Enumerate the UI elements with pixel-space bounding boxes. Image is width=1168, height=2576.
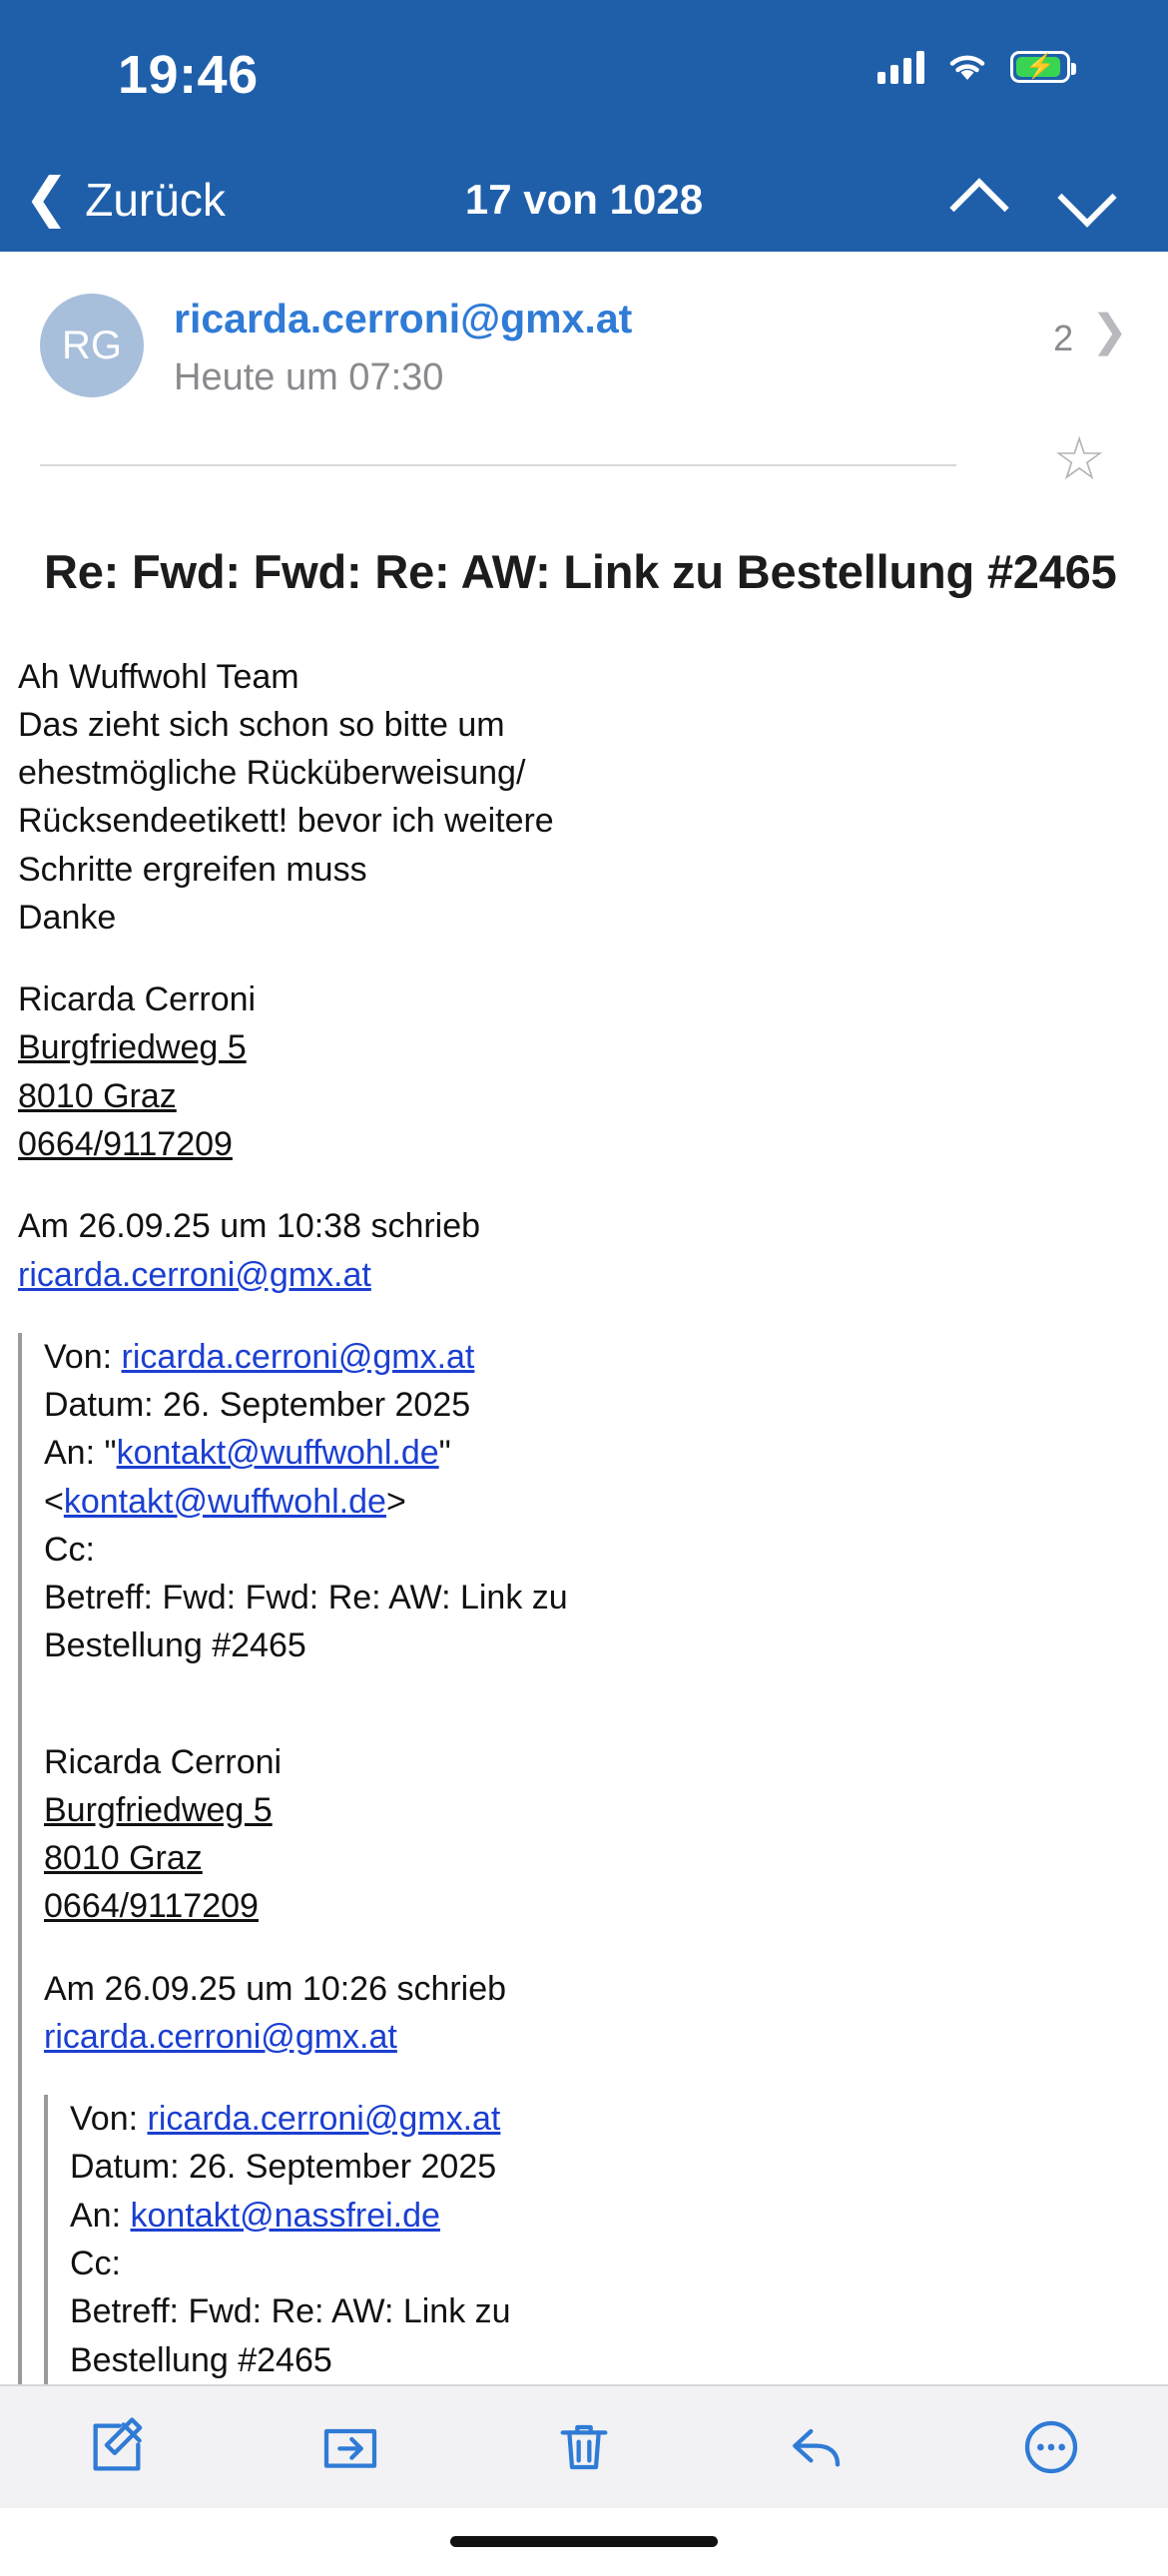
quote1-to-link-2[interactable]: kontakt@wuffwohl.de	[63, 1482, 386, 1521]
quote2-date-label: Datum:	[70, 2148, 180, 2187]
body-line: Ah Wuffwohl Team	[18, 657, 299, 696]
quote1-date-label: Datum:	[44, 1386, 154, 1425]
body-line: Das zieht sich schon so bitte um	[18, 705, 505, 744]
back-button-label: Zurück	[85, 174, 226, 226]
quote1-quote-intro-link[interactable]: ricarda.cerroni@gmx.at	[44, 2017, 397, 2056]
quote1-quote-intro: Am 26.09.25 um 10:26 schrieb	[44, 1969, 507, 2008]
chevron-down-icon[interactable]	[1060, 183, 1112, 217]
status-indicators	[877, 50, 1070, 84]
quote1-from-label: Von:	[44, 1337, 113, 1376]
quote1-signature-phone: 0664/9117209	[44, 1887, 259, 1926]
reply-icon[interactable]	[763, 2403, 873, 2491]
avatar: RG	[40, 294, 144, 397]
quote2-from-label: Von:	[70, 2100, 139, 2139]
message-header	[0, 252, 1168, 399]
move-to-folder-icon[interactable]	[295, 2403, 405, 2491]
compose-icon[interactable]	[62, 2403, 172, 2491]
quote1-to-label: An:	[44, 1434, 96, 1473]
quote2-subject-line2: Bestellung #2465	[70, 2340, 332, 2379]
message-toolbar	[0, 2384, 1168, 2508]
chevron-left-icon: ❮	[24, 168, 70, 228]
status-bar	[0, 0, 1168, 148]
body-line: ehestmögliche Rücküberweisung/	[18, 754, 526, 793]
quote1-date-value: 26. September 2025	[163, 1386, 471, 1425]
navigation-bar	[0, 148, 1168, 252]
quote-intro: Am 26.09.25 um 10:38 schrieb	[18, 1207, 481, 1246]
quote2-subject-label: Betreff:	[70, 2292, 179, 2331]
quote1-signature-city: 8010 Graz	[44, 1839, 203, 1878]
quote2-cc-label: Cc:	[70, 2245, 121, 2283]
body-line: Danke	[18, 898, 117, 937]
quote1-to-link[interactable]: kontakt@wuffwohl.de	[116, 1434, 439, 1473]
message-content[interactable]	[0, 252, 1168, 2384]
chevron-right-icon[interactable]: ❯	[1091, 307, 1128, 355]
message-subject: Re: Fwd: Fwd: Re: AW: Link zu Bestellung #2465	[44, 545, 1117, 599]
flag-star-icon[interactable]: ☆	[1052, 425, 1106, 493]
home-indicator-area	[0, 2508, 1168, 2576]
quote2-to-label: An:	[70, 2196, 122, 2235]
battery-charging-icon: ⚡	[1010, 51, 1070, 83]
quote1-cc-label: Cc:	[44, 1530, 95, 1569]
quote1-signature-name: Ricarda Cerroni	[44, 1742, 283, 1781]
signature-phone: 0664/9117209	[18, 1124, 233, 1163]
home-indicator[interactable]	[450, 2536, 718, 2547]
more-icon[interactable]	[996, 2403, 1106, 2491]
chevron-up-icon[interactable]	[952, 183, 1004, 217]
signature-city: 8010 Graz	[18, 1076, 177, 1115]
cellular-signal-icon	[877, 50, 924, 84]
sender-block	[174, 294, 1053, 399]
message-date: Heute um 07:30	[174, 356, 444, 399]
quote1-subject-line1: Fwd: Fwd: Re: AW: Link zu	[162, 1579, 568, 1617]
signature-name: Ricarda Cerroni	[18, 980, 257, 1019]
quote1-to-angle-open: <	[44, 1482, 64, 1521]
quote1-subject-label: Betreff:	[44, 1579, 153, 1617]
quote-intro-email-link[interactable]: ricarda.cerroni@gmx.at	[18, 1255, 371, 1294]
sender-address[interactable]: ricarda.cerroni@gmx.at	[174, 296, 633, 341]
quote2-subject-line1: Fwd: Re: AW: Link zu	[188, 2292, 511, 2331]
quoted-message-level-2	[44, 2095, 1150, 2384]
quoted-message-level-1: Von: ricarda.cerroni@gmx.at Datum: 26. September 2025 An: "kontakt@wuffwohl.de" <kontakt@wuffwohl.de> Cc: Betreff: Fwd: Fwd: Re: AW: Link zu Bestellung #2465 Ricarda Cerroni Burgfriedweg 5 8010 Graz 0664/9117209 Am 26.09.25 um 10:26 schrieb ricarda.cerroni@gmx.at Von: ricarda.cerroni@gmx.at Datum: 26. September 2025 An: kontakt@nassfrei.de Cc: Betreff: Fwd: Re: AW: Link zu Bestellung #2465	[18, 1333, 1150, 2384]
wifi-icon	[946, 50, 988, 84]
quote1-signature-street: Burgfriedweg 5	[44, 1790, 273, 1829]
quote2-date-value: 26. September 2025	[189, 2148, 497, 2187]
body-line: Rücksendeetikett! bevor ich weitere	[18, 802, 554, 841]
quote1-to-quoted: "	[104, 1434, 117, 1473]
quote2-from-link[interactable]: ricarda.cerroni@gmx.at	[147, 2100, 501, 2139]
header-divider-row	[0, 425, 1168, 495]
signature-street: Burgfriedweg 5	[18, 1028, 247, 1067]
divider	[40, 464, 956, 466]
quote1-to-angle-close: >	[385, 1482, 406, 1521]
message-navigation	[952, 183, 1112, 217]
quote1-from-link[interactable]: ricarda.cerroni@gmx.at	[121, 1337, 475, 1376]
trash-icon[interactable]	[529, 2403, 639, 2491]
page-title: 17 von 1028	[464, 176, 704, 223]
back-button[interactable]	[24, 168, 226, 228]
status-time: 19:46	[118, 45, 259, 105]
quote2-to-link[interactable]: kontakt@nassfrei.de	[130, 2196, 440, 2235]
thread-count-badge: 2	[1053, 318, 1074, 358]
quote1-subject-line2: Bestellung #2465	[44, 1626, 306, 1665]
body-line: Schritte ergreifen muss	[18, 850, 367, 889]
message-body	[0, 601, 1168, 2384]
